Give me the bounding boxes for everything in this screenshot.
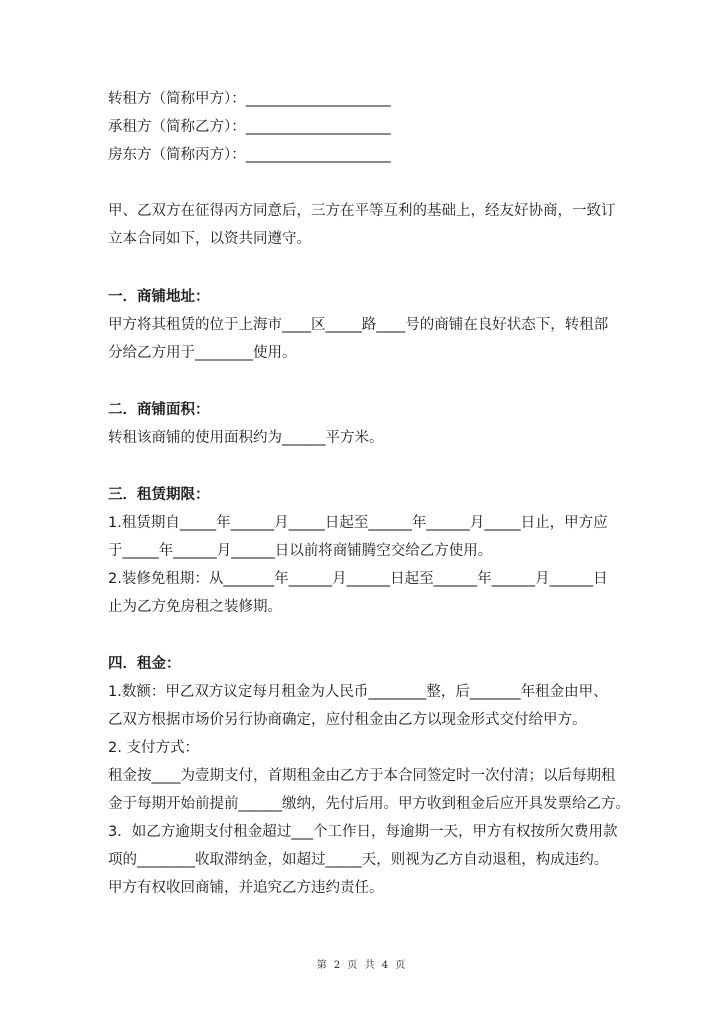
section-4-line-6: 3．如乙方逾期支付租金超过___个工作日，每逾期一天，甲方有权按所欠费用款	[108, 824, 618, 840]
section-4-line-4: 租金按____为壹期支付，首期租金由乙方于本合同签定时一次付清；以后每期租	[108, 768, 616, 784]
section-1-line-2: 分给乙方用于________使用。	[108, 345, 297, 361]
section-4-line-1: 1.数额：甲乙双方议定每月租金为人民币________整，后_______年租金由甲、	[108, 684, 608, 700]
section-4-line-5: 金于每期开始前提前______缴纳，先付后用。甲方收到租金后应开具发票给乙方。	[108, 796, 630, 812]
section-3-heading: 三．租赁期限：	[108, 487, 210, 503]
section-4-line-8: 甲方有权收回商铺，并追究乙方违约责任。	[108, 880, 384, 896]
party-lessee: 承租方（简称乙方）：____________________	[108, 119, 391, 135]
section-4-line-3: 2. 支付方式：	[108, 740, 199, 756]
section-1-heading: 一．商铺地址：	[108, 289, 210, 305]
section-3-line-4: 止为乙方免房租之装修期。	[108, 599, 282, 615]
intro-line-2: 立本合同如下，以资共同遵守。	[108, 231, 311, 247]
section-2-heading: 二．商铺面积：	[108, 402, 210, 418]
section-3-line-2: 于_____年______月______日以前将商铺腾空交给乙方使用。	[108, 543, 493, 559]
party-landlord: 房东方（简称丙方）：____________________	[108, 147, 391, 163]
section-4-heading: 四．租金：	[108, 656, 181, 672]
intro-line-1: 甲、乙双方在征得丙方同意后，三方在平等互利的基础上，经友好协商，一致订	[108, 203, 616, 219]
section-3-line-1: 1.租赁期自_____年______月_____日起至______年______月_____日止，甲方应	[108, 515, 608, 531]
party-sublessor: 转租方（简称甲方）：____________________	[108, 91, 391, 107]
section-1-line-1: 甲方将其租赁的位于上海市____区_____路____号的商铺在良好状态下，转租部	[108, 317, 609, 333]
section-2-line-1: 转租该商铺的使用面积约为______平方米。	[108, 430, 384, 446]
section-4-line-2: 乙双方根据市场价另行协商确定，应付租金由乙方以现金形式交付给甲方。	[108, 712, 587, 728]
page-indicator: 第 2 页 共 4 页	[316, 960, 408, 971]
section-3-line-3: 2.装修免租期：从_______年______月______日起至______年______月______日	[108, 571, 608, 587]
section-4-line-7: 项的________收取滞纳金，如超过_____天，则视为乙方自动退租，构成违约。	[108, 852, 609, 868]
